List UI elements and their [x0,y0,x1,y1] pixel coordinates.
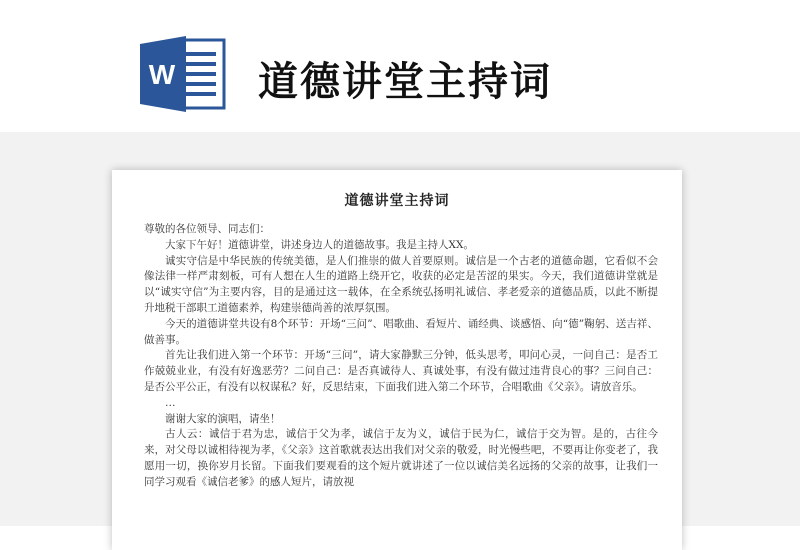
document-title: 道德讲堂主持词 [344,193,450,209]
paragraph-ellipsis: … [165,396,176,409]
paragraph: 大家下午好！道德讲堂，讲述身边人的道德故事。我是主持人XX。 [165,238,474,251]
word-document-icon [140,34,228,114]
header [0,0,800,132]
document-page [112,170,682,550]
paragraph: 首先让我们进入第一个环节：开场“三问”，请大家静默三分钟，低头思考，叩问心灵，一问自己：是否工作兢兢业业，有没有好逸恶劳？二问自己：是否真诚待人、真诚处事，有没有做过违背良心的事？三问自己：是否公平公正，有没有以权谋私？好，反思结束，下面我们进入第二个环节，合唱歌曲《父亲》。请放音乐。 [144,349,658,393]
paragraph: 诚实守信是中华民族的传统美德，是人们推崇的做人首要原则。诚信是一个古老的道德命题，它看似不会像法律一样严肃刻板，可有人想在人生的道路上绕开它，收获的必定是苦涩的果实。今天，我们道德讲堂就是以“诚实守信”为主要内容，目的是通过这一载体，在全系统弘扬明礼诚信、孝老爱亲的道德品质，以此不断提升地税干部职工道德素养，构建崇德尚善的浓厚氛围。 [144,254,658,314]
paragraph: 古人云：诚信于君为忠，诚信于父为孝，诚信于友为义，诚信于民为仁，诚信于交为智。是的，古往今来，对父母以诚相待视为孝，《父亲》这首歌就表达出我们对父亲的敬爱，时光慢些吧，不要再让你变老了，我愿用一切，换你岁月长留。下面我们要观看的这个短片就讲述了一位以诚信美名远扬的父亲的故事，让我们一同学习观看《诚信老爹》的感人短片，请放视 [144,428,658,488]
paragraph-salutation: 尊敬的各位领导、同志们： [144,223,270,235]
paragraph: 今天的道德讲堂共设有8个环节：开场“三问”、唱歌曲、看短片、诵经典、谈感悟、向“德”鞠躬、送吉祥、做善事。 [144,317,658,346]
word-icon-letter: W [148,59,176,90]
page-title: 道德讲堂主持词 [258,59,552,105]
document-body [144,222,658,491]
paragraph: 谢谢大家的演唱，请坐！ [165,412,281,425]
